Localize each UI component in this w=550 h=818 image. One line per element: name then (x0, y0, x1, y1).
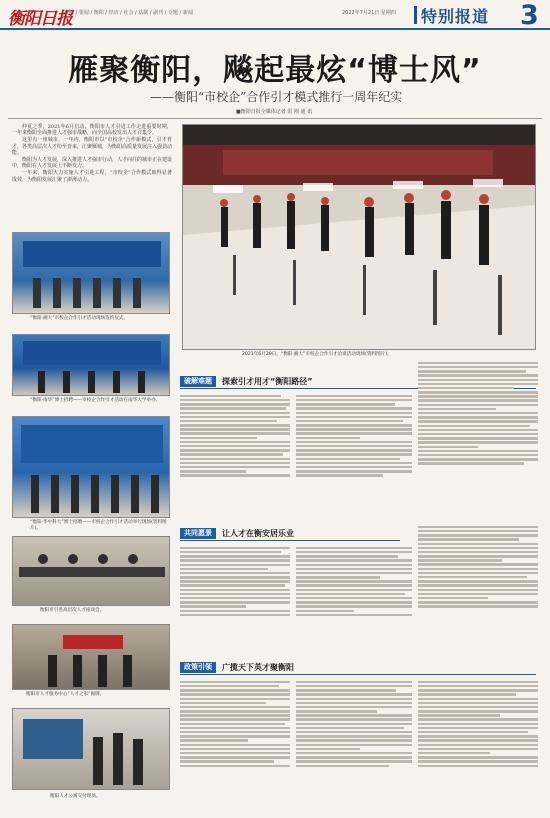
left-photo-2-caption: “衡阳·南华”博士招聘——市校企合作引才活动在南华大学举办。 (30, 398, 161, 403)
section-divider (414, 6, 417, 24)
section-header-2 (180, 528, 400, 539)
lead-text (12, 124, 172, 184)
left-photo-5 (12, 624, 170, 690)
divider (8, 118, 542, 119)
left-photo-3-image (13, 417, 170, 518)
left-photo-1-image (13, 233, 170, 314)
section-rule (180, 674, 536, 675)
main-photo-caption: 2021年6月29日，“衡阳·湘大”市校企合作引才洽谈活动现场(资料图片)。 (242, 352, 392, 357)
left-photo-5-caption: 衡阳市人才服务中心“人才之家”揭牌。 (26, 692, 105, 697)
lead-paragraph: 一年来，衡阳大力实施人才引进工程，“市校企”合作模式取得显著成效，为衡阳发展汇聚了澎湃动力。 (12, 170, 172, 183)
main-photo-image (183, 125, 536, 350)
headline: 雁聚衡阳，飚起最炫“博士风” (68, 53, 482, 88)
main-photo (182, 124, 536, 350)
section-title: 特别报道 (421, 7, 490, 26)
left-photo-2 (12, 334, 170, 396)
body-column (418, 679, 538, 811)
section-title-text: 探索引才用才“衡阳路径” (222, 377, 313, 386)
section-header-3 (180, 662, 536, 673)
body-column (296, 545, 412, 651)
left-photo-1-caption: “衡阳·湘大”市校企合作引才活动现场签约仪式。 (30, 316, 129, 321)
lead-paragraph: 这里有一座城市，一年内，衡阳市以“市校企”合作新模式，引才育才，各类高层次人才纷至沓来，汇聚雁城，为衡阳高质量发展注入强劲动能。 (12, 137, 173, 156)
left-photo-6-caption: 衡阳人才公寓交付现场。 (50, 794, 101, 799)
lead-paragraph: 仲夏之季，2021年6月启动，衡阳市人才引进工作走进重要时期，一年来衡阳全面推进人才强市战略，向全国高校发出人才召集令。 (12, 124, 172, 137)
body-column (418, 524, 538, 651)
left-photo-6-image (13, 709, 170, 790)
left-photo-4-caption: 衡阳市引进高层次人才座谈会。 (40, 608, 105, 613)
lead-paragraph: 衡阳为人才发展，深入推进人才强市行动，人才向往的城市正在建设中，衡阳在人才发展上不断发力。 (12, 157, 173, 170)
body-column (296, 393, 412, 517)
page-number: 3 (520, 0, 539, 31)
left-photo-4-image (13, 537, 170, 606)
left-photo-4 (12, 536, 170, 606)
section-tag: 共同愿景 (180, 528, 216, 539)
section-tag: 破解难题 (180, 376, 216, 387)
left-photo-3 (12, 416, 170, 518)
left-photo-3-caption: “衡阳·华中科大”博士招聘——市校企合作引才活动举行现场(资料图片)。 (30, 520, 167, 531)
body-column (180, 545, 290, 651)
section-title-text: 让人才在衡安居乐业 (222, 529, 294, 538)
section-tag: 政策引领 (180, 662, 216, 673)
masthead (0, 0, 550, 30)
left-photo-1 (12, 232, 170, 314)
body-column (296, 679, 412, 811)
byline: ■衡阳日报全媒体记者 雷 刚 通 讯 (236, 109, 313, 115)
subheadline: ——衡阳“市校企”合作引才模式推行一周年纪实 (150, 90, 403, 104)
left-photo-2-image (13, 335, 170, 396)
nav-line: 首版 / 要闻 / 衡阳 / 经济 / 社会 / 法制 / 副刊 / 专题 / 新闻 (64, 10, 193, 16)
left-photo-6 (12, 708, 170, 790)
section-title-text: 广揽天下英才聚衡阳 (222, 663, 294, 672)
body-column (418, 360, 538, 517)
left-photo-5-image (13, 625, 170, 690)
body-column (180, 393, 290, 517)
issue-date: 2022年7月21日 星期四 (342, 10, 396, 16)
body-column (180, 679, 290, 811)
newspaper-logo: 衡阳日报 (8, 9, 72, 29)
section-rule (180, 540, 400, 541)
